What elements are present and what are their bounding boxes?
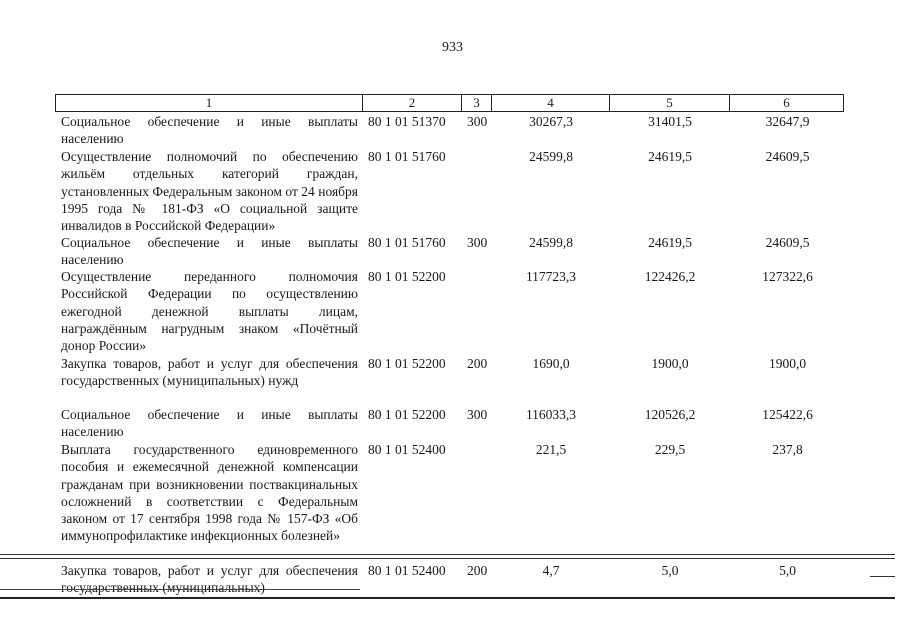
row-value-5: 31401,5 xyxy=(648,114,692,129)
page-number: 933 xyxy=(442,40,463,55)
row-value-4: 221,5 xyxy=(535,442,567,457)
row-name: Закупка товаров, работ и услуг для обеспечения государственных (муниципальных) xyxy=(61,563,358,596)
row-name: Социальное обеспечение и иные выплаты населению xyxy=(61,114,358,147)
row-value-4: 116033,3 xyxy=(525,407,577,422)
separator-line xyxy=(0,558,895,559)
row-code: 80 1 01 52200 xyxy=(368,269,446,284)
row-value-5: 1900,0 xyxy=(651,356,689,371)
column-header-2: 2 xyxy=(363,95,462,112)
row-value-6: 127322,6 xyxy=(762,269,813,284)
row-value-4: 30267,3 xyxy=(529,114,573,129)
row-name: Социальное обеспечение и иные выплаты населению xyxy=(61,235,358,268)
row-value-4: 24599,8 xyxy=(529,149,573,164)
row-name: Социальное обеспечение и иные выплаты населению xyxy=(61,407,358,440)
row-kvr: 200 xyxy=(467,563,488,578)
row-name: Осуществление переданного полномочия Российской Федерации по осуществлению ежегодной денежной выплаты лицам, награждённым нагрудным знаком «Почётный донор России» xyxy=(61,269,358,354)
column-header-row xyxy=(55,94,844,112)
row-value-4: 4,7 xyxy=(542,563,560,578)
row-code: 80 1 01 52400 xyxy=(368,442,446,457)
row-value-4: 24599,8 xyxy=(529,235,573,250)
row-value-4: 117723,3 xyxy=(525,269,577,284)
bottom-rule xyxy=(0,597,895,599)
row-code: 80 1 01 52400 xyxy=(368,563,446,578)
row-value-5: 120526,2 xyxy=(644,407,696,422)
row-name: Осуществление полномочий по обеспечению жильём отдельных категорий граждан, установленных Федеральным законом от 24 ноября 1995 года № 181-ФЗ «О социальной защите инвалидов в Российской Федерации» xyxy=(61,149,358,234)
row-value-6: 24609,5 xyxy=(765,235,810,250)
row-value-5: 24619,5 xyxy=(648,149,692,164)
column-header-5: 5 xyxy=(610,95,730,112)
row-value-6: 237,8 xyxy=(772,442,803,457)
row-code: 80 1 01 52200 xyxy=(368,407,446,422)
row-kvr: 300 xyxy=(467,114,488,129)
separator-line xyxy=(870,576,895,577)
row-value-5: 24619,5 xyxy=(648,235,692,250)
row-value-6: 1900,0 xyxy=(768,356,807,371)
row-code: 80 1 01 51370 xyxy=(368,114,446,129)
row-code: 80 1 01 51760 xyxy=(368,149,446,164)
column-header-4: 4 xyxy=(492,95,610,112)
row-code: 80 1 01 52200 xyxy=(368,356,446,371)
row-value-5: 122426,2 xyxy=(644,269,696,284)
row-value-5: 229,5 xyxy=(654,442,686,457)
row-name: Закупка товаров, работ и услуг для обеспечения государственных (муниципальных) нужд xyxy=(61,356,358,389)
row-kvr: 200 xyxy=(467,356,488,371)
row-kvr: 300 xyxy=(467,407,488,422)
column-header-6: 6 xyxy=(730,95,844,112)
column-header-3: 3 xyxy=(462,95,492,112)
row-code: 80 1 01 51760 xyxy=(368,235,446,250)
row-name: Выплата государственного единовременного пособия и ежемесячной денежной компенсации гражданам при возникновении поствакцинальных осложнений в соответствии с Федеральным законом от 17 сентября 1998 года № 157-ФЗ «Об иммунопрофилактике инфекционных болезней» xyxy=(61,442,358,544)
row-value-6: 24609,5 xyxy=(765,149,810,164)
column-header-1: 1 xyxy=(56,95,363,112)
row-value-4: 1690,0 xyxy=(532,356,570,371)
strike-line xyxy=(0,589,360,590)
row-value-6: 125422,6 xyxy=(762,407,813,422)
row-value-6: 5,0 xyxy=(779,563,796,578)
row-value-6: 32647,9 xyxy=(765,114,810,129)
row-value-5: 5,0 xyxy=(661,563,679,578)
row-kvr: 300 xyxy=(467,235,488,250)
separator-line xyxy=(0,554,895,555)
